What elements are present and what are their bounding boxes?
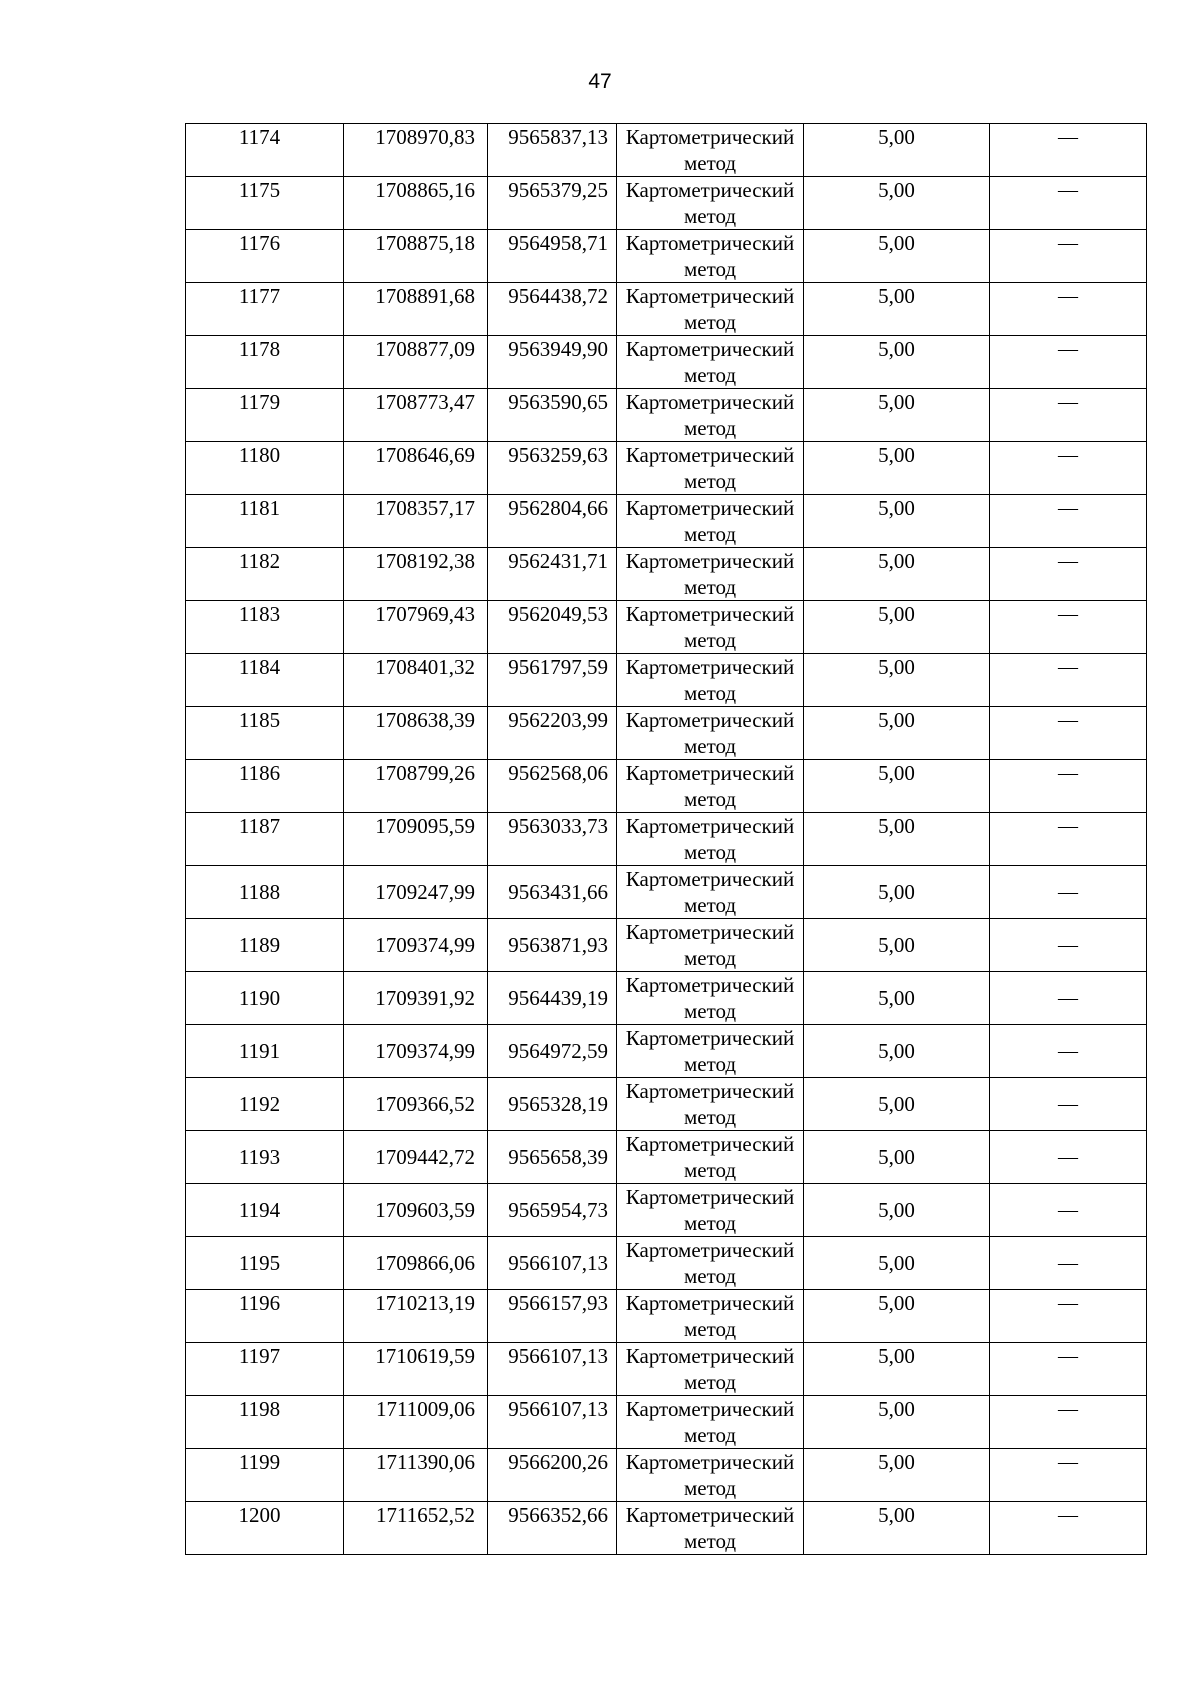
accuracy-cell: 5,00	[804, 1184, 990, 1237]
y-coordinate-cell: 9563590,65	[488, 389, 617, 442]
table-row	[186, 495, 1147, 548]
accuracy-cell: 5,00	[804, 1025, 990, 1078]
point-number-cell: 1188	[186, 866, 344, 919]
x-coordinate-cell: 1709866,06	[344, 1237, 488, 1290]
x-coordinate-cell: 1709391,92	[344, 972, 488, 1025]
method-cell	[617, 230, 804, 283]
note-cell: —	[990, 760, 1147, 813]
y-coordinate-cell: 9565658,39	[488, 1131, 617, 1184]
note-cell: —	[990, 442, 1147, 495]
method-line-2: метод	[683, 1105, 737, 1129]
method-line-1: Картометрический	[625, 1397, 795, 1421]
table-row	[186, 1131, 1147, 1184]
table-row	[186, 707, 1147, 760]
accuracy-cell: 5,00	[804, 813, 990, 866]
x-coordinate-cell: 1708875,18	[344, 230, 488, 283]
method-line-1: Картометрический	[625, 1238, 795, 1262]
table-row	[186, 760, 1147, 813]
table-row	[186, 389, 1147, 442]
accuracy-cell: 5,00	[804, 124, 990, 177]
note-cell: —	[990, 177, 1147, 230]
method-cell	[617, 972, 804, 1025]
y-coordinate-cell: 9563033,73	[488, 813, 617, 866]
method-line-1: Картометрический	[625, 549, 795, 573]
method-cell	[617, 1025, 804, 1078]
point-number-cell: 1192	[186, 1078, 344, 1131]
accuracy-cell: 5,00	[804, 495, 990, 548]
y-coordinate-cell: 9566107,13	[488, 1237, 617, 1290]
table-row	[186, 1396, 1147, 1449]
table-row	[186, 919, 1147, 972]
method-line-1: Картометрический	[625, 1185, 795, 1209]
accuracy-cell: 5,00	[804, 1237, 990, 1290]
method-line-1: Картометрический	[625, 1079, 795, 1103]
method-line-2: метод	[683, 1317, 737, 1341]
x-coordinate-cell: 1709374,99	[344, 919, 488, 972]
x-coordinate-cell: 1708401,32	[344, 654, 488, 707]
method-line-1: Картометрический	[625, 178, 795, 202]
method-line-2: метод	[683, 257, 737, 281]
x-coordinate-cell: 1710213,19	[344, 1290, 488, 1343]
method-line-2: метод	[683, 1158, 737, 1182]
accuracy-cell: 5,00	[804, 866, 990, 919]
point-number-cell: 1194	[186, 1184, 344, 1237]
table-row	[186, 654, 1147, 707]
method-line-2: метод	[683, 1264, 737, 1288]
note-cell: —	[990, 336, 1147, 389]
point-number-cell: 1177	[186, 283, 344, 336]
accuracy-cell: 5,00	[804, 919, 990, 972]
method-line-1: Картометрический	[625, 1026, 795, 1050]
table-row	[186, 866, 1147, 919]
method-line-1: Картометрический	[625, 390, 795, 414]
x-coordinate-cell: 1708357,17	[344, 495, 488, 548]
coordinates-table-body	[186, 124, 1147, 1555]
method-line-1: Картометрический	[625, 867, 795, 891]
table-row	[186, 1449, 1147, 1502]
table-row	[186, 1025, 1147, 1078]
method-line-2: метод	[683, 840, 737, 864]
x-coordinate-cell: 1708773,47	[344, 389, 488, 442]
y-coordinate-cell: 9566107,13	[488, 1396, 617, 1449]
point-number-cell: 1180	[186, 442, 344, 495]
method-cell	[617, 1449, 804, 1502]
y-coordinate-cell: 9565379,25	[488, 177, 617, 230]
method-cell	[617, 1184, 804, 1237]
method-line-1: Картометрический	[625, 655, 795, 679]
method-cell	[617, 1131, 804, 1184]
method-line-1: Картометрический	[625, 1503, 795, 1527]
method-cell	[617, 124, 804, 177]
y-coordinate-cell: 9563949,90	[488, 336, 617, 389]
point-number-cell: 1182	[186, 548, 344, 601]
method-cell	[617, 866, 804, 919]
accuracy-cell: 5,00	[804, 177, 990, 230]
note-cell: —	[990, 548, 1147, 601]
page-number: 47	[588, 70, 612, 93]
y-coordinate-cell: 9564958,71	[488, 230, 617, 283]
method-line-2: метод	[683, 946, 737, 970]
method-cell	[617, 919, 804, 972]
note-cell: —	[990, 866, 1147, 919]
note-cell: —	[990, 1025, 1147, 1078]
y-coordinate-cell: 9565328,19	[488, 1078, 617, 1131]
table-row	[186, 548, 1147, 601]
x-coordinate-cell: 1708865,16	[344, 177, 488, 230]
y-coordinate-cell: 9566200,26	[488, 1449, 617, 1502]
point-number-cell: 1190	[186, 972, 344, 1025]
y-coordinate-cell: 9562203,99	[488, 707, 617, 760]
note-cell: —	[990, 601, 1147, 654]
y-coordinate-cell: 9562804,66	[488, 495, 617, 548]
method-cell	[617, 654, 804, 707]
x-coordinate-cell: 1708799,26	[344, 760, 488, 813]
point-number-cell: 1189	[186, 919, 344, 972]
method-line-2: метод	[683, 787, 737, 811]
x-coordinate-cell: 1708646,69	[344, 442, 488, 495]
y-coordinate-cell: 9566352,66	[488, 1502, 617, 1555]
method-line-1: Картометрический	[625, 337, 795, 361]
method-line-1: Картометрический	[625, 761, 795, 785]
method-line-2: метод	[683, 310, 737, 334]
coordinates-table	[185, 123, 1147, 1555]
method-line-1: Картометрический	[625, 1132, 795, 1156]
y-coordinate-cell: 9563431,66	[488, 866, 617, 919]
y-coordinate-cell: 9564438,72	[488, 283, 617, 336]
accuracy-cell: 5,00	[804, 336, 990, 389]
x-coordinate-cell: 1709095,59	[344, 813, 488, 866]
y-coordinate-cell: 9562049,53	[488, 601, 617, 654]
note-cell: —	[990, 707, 1147, 760]
x-coordinate-cell: 1709374,99	[344, 1025, 488, 1078]
table-row	[186, 1343, 1147, 1396]
method-cell	[617, 495, 804, 548]
method-cell	[617, 283, 804, 336]
y-coordinate-cell: 9563871,93	[488, 919, 617, 972]
note-cell: —	[990, 283, 1147, 336]
point-number-cell: 1185	[186, 707, 344, 760]
note-cell: —	[990, 1290, 1147, 1343]
method-cell	[617, 548, 804, 601]
point-number-cell: 1187	[186, 813, 344, 866]
note-cell: —	[990, 1449, 1147, 1502]
y-coordinate-cell: 9565837,13	[488, 124, 617, 177]
accuracy-cell: 5,00	[804, 1131, 990, 1184]
x-coordinate-cell: 1709603,59	[344, 1184, 488, 1237]
y-coordinate-cell: 9565954,73	[488, 1184, 617, 1237]
table-row	[186, 1184, 1147, 1237]
table-row	[186, 1290, 1147, 1343]
table-row	[186, 177, 1147, 230]
method-cell	[617, 601, 804, 654]
method-line-2: метод	[683, 734, 737, 758]
x-coordinate-cell: 1710619,59	[344, 1343, 488, 1396]
point-number-cell: 1199	[186, 1449, 344, 1502]
method-line-1: Картометрический	[625, 231, 795, 255]
point-number-cell: 1178	[186, 336, 344, 389]
note-cell: —	[990, 1131, 1147, 1184]
note-cell: —	[990, 1184, 1147, 1237]
method-line-2: метод	[683, 1476, 737, 1500]
table-row	[186, 336, 1147, 389]
table-row	[186, 1502, 1147, 1555]
accuracy-cell: 5,00	[804, 1078, 990, 1131]
note-cell: —	[990, 1237, 1147, 1290]
method-line-2: метод	[683, 681, 737, 705]
note-cell: —	[990, 919, 1147, 972]
point-number-cell: 1186	[186, 760, 344, 813]
method-line-1: Картометрический	[625, 496, 795, 520]
x-coordinate-cell: 1708877,09	[344, 336, 488, 389]
table-row	[186, 601, 1147, 654]
table-row	[186, 230, 1147, 283]
x-coordinate-cell: 1711652,52	[344, 1502, 488, 1555]
accuracy-cell: 5,00	[804, 1449, 990, 1502]
method-cell	[617, 1290, 804, 1343]
table-row	[186, 1078, 1147, 1131]
method-cell	[617, 1396, 804, 1449]
method-line-2: метод	[683, 999, 737, 1023]
method-line-2: метод	[683, 1423, 737, 1447]
accuracy-cell: 5,00	[804, 1502, 990, 1555]
x-coordinate-cell: 1708192,38	[344, 548, 488, 601]
method-line-1: Картометрический	[625, 708, 795, 732]
method-line-2: метод	[683, 1529, 737, 1553]
method-cell	[617, 760, 804, 813]
y-coordinate-cell: 9562568,06	[488, 760, 617, 813]
method-line-1: Картометрический	[625, 1291, 795, 1315]
x-coordinate-cell: 1709247,99	[344, 866, 488, 919]
accuracy-cell: 5,00	[804, 601, 990, 654]
method-line-2: метод	[683, 893, 737, 917]
method-line-2: метод	[683, 522, 737, 546]
accuracy-cell: 5,00	[804, 230, 990, 283]
note-cell: —	[990, 230, 1147, 283]
method-cell	[617, 707, 804, 760]
method-cell	[617, 1502, 804, 1555]
x-coordinate-cell: 1708638,39	[344, 707, 488, 760]
point-number-cell: 1193	[186, 1131, 344, 1184]
method-cell	[617, 336, 804, 389]
x-coordinate-cell: 1709366,52	[344, 1078, 488, 1131]
accuracy-cell: 5,00	[804, 760, 990, 813]
point-number-cell: 1198	[186, 1396, 344, 1449]
table-row	[186, 813, 1147, 866]
method-line-1: Картометрический	[625, 284, 795, 308]
y-coordinate-cell: 9564439,19	[488, 972, 617, 1025]
point-number-cell: 1191	[186, 1025, 344, 1078]
method-line-1: Картометрический	[625, 814, 795, 838]
accuracy-cell: 5,00	[804, 1290, 990, 1343]
method-line-1: Картометрический	[625, 973, 795, 997]
table-row	[186, 1237, 1147, 1290]
point-number-cell: 1196	[186, 1290, 344, 1343]
method-line-2: метод	[683, 628, 737, 652]
method-line-1: Картометрический	[625, 443, 795, 467]
note-cell: —	[990, 1343, 1147, 1396]
method-line-2: метод	[683, 416, 737, 440]
method-line-2: метод	[683, 1052, 737, 1076]
x-coordinate-cell: 1709442,72	[344, 1131, 488, 1184]
accuracy-cell: 5,00	[804, 442, 990, 495]
accuracy-cell: 5,00	[804, 283, 990, 336]
accuracy-cell: 5,00	[804, 548, 990, 601]
method-line-1: Картометрический	[625, 1450, 795, 1474]
method-line-1: Картометрический	[625, 125, 795, 149]
method-line-1: Картометрический	[625, 920, 795, 944]
method-cell	[617, 1078, 804, 1131]
accuracy-cell: 5,00	[804, 389, 990, 442]
method-cell	[617, 1237, 804, 1290]
x-coordinate-cell: 1707969,43	[344, 601, 488, 654]
y-coordinate-cell: 9566157,93	[488, 1290, 617, 1343]
x-coordinate-cell: 1711009,06	[344, 1396, 488, 1449]
method-line-2: метод	[683, 1211, 737, 1235]
point-number-cell: 1176	[186, 230, 344, 283]
method-cell	[617, 813, 804, 866]
y-coordinate-cell: 9562431,71	[488, 548, 617, 601]
table-row	[186, 283, 1147, 336]
note-cell: —	[990, 972, 1147, 1025]
point-number-cell: 1197	[186, 1343, 344, 1396]
method-line-1: Картометрический	[625, 602, 795, 626]
note-cell: —	[990, 389, 1147, 442]
method-cell	[617, 389, 804, 442]
note-cell: —	[990, 1502, 1147, 1555]
y-coordinate-cell: 9563259,63	[488, 442, 617, 495]
method-cell	[617, 442, 804, 495]
note-cell: —	[990, 654, 1147, 707]
method-line-2: метод	[683, 1370, 737, 1394]
note-cell: —	[990, 813, 1147, 866]
method-line-2: метод	[683, 469, 737, 493]
point-number-cell: 1195	[186, 1237, 344, 1290]
accuracy-cell: 5,00	[804, 1396, 990, 1449]
method-line-1: Картометрический	[625, 1344, 795, 1368]
method-cell	[617, 177, 804, 230]
x-coordinate-cell: 1708970,83	[344, 124, 488, 177]
note-cell: —	[990, 495, 1147, 548]
point-number-cell: 1200	[186, 1502, 344, 1555]
point-number-cell: 1183	[186, 601, 344, 654]
method-line-2: метод	[683, 575, 737, 599]
x-coordinate-cell: 1708891,68	[344, 283, 488, 336]
point-number-cell: 1179	[186, 389, 344, 442]
table-row	[186, 124, 1147, 177]
note-cell: —	[990, 1078, 1147, 1131]
accuracy-cell: 5,00	[804, 972, 990, 1025]
note-cell: —	[990, 1396, 1147, 1449]
accuracy-cell: 5,00	[804, 1343, 990, 1396]
accuracy-cell: 5,00	[804, 654, 990, 707]
table-row	[186, 442, 1147, 495]
y-coordinate-cell: 9561797,59	[488, 654, 617, 707]
method-line-2: метод	[683, 204, 737, 228]
method-cell	[617, 1343, 804, 1396]
method-line-2: метод	[683, 151, 737, 175]
point-number-cell: 1175	[186, 177, 344, 230]
point-number-cell: 1174	[186, 124, 344, 177]
point-number-cell: 1181	[186, 495, 344, 548]
method-line-2: метод	[683, 363, 737, 387]
y-coordinate-cell: 9566107,13	[488, 1343, 617, 1396]
x-coordinate-cell: 1711390,06	[344, 1449, 488, 1502]
table-row	[186, 972, 1147, 1025]
point-number-cell: 1184	[186, 654, 344, 707]
accuracy-cell: 5,00	[804, 707, 990, 760]
note-cell: —	[990, 124, 1147, 177]
y-coordinate-cell: 9564972,59	[488, 1025, 617, 1078]
